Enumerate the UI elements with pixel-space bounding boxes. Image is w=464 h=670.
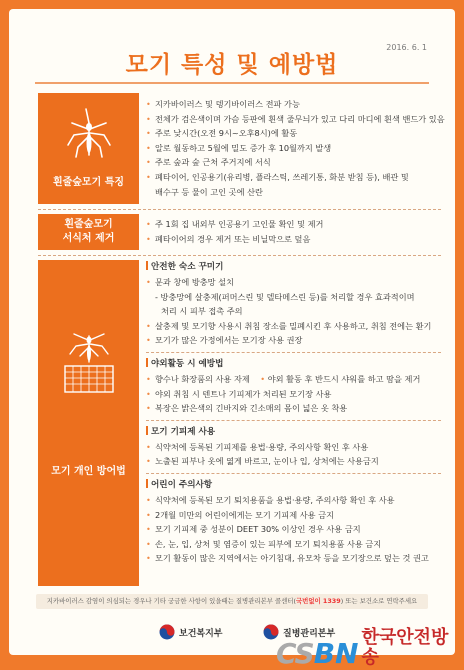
kcdc-name: 질병관리본부 <box>283 626 335 639</box>
list-item: • 복장은 밝은색의 긴바지와 긴소매의 몸이 넓은 옷 착용 <box>146 401 441 416</box>
subsection-heading <box>146 425 441 440</box>
mohw-logo <box>159 624 222 640</box>
list-item: • 야외 취침 시 텐트나 기피제가 처리된 모기장 사용 <box>146 387 441 402</box>
list-item: • 살충제 및 모기향 사용시 취침 장소를 밀폐시킨 후 사용하고, 취침 전에는 환기 <box>146 319 441 334</box>
list-item: • 문과 창에 방충망 설치 <box>146 275 441 290</box>
list-item: • 노출된 피부나 옷에 엷게 바르고, 눈이나 입, 상처에는 사용금지 <box>146 454 441 469</box>
list-item: • 알로 월동하고 5월에 밀도 증가 후 10월까지 발생 <box>146 141 441 156</box>
inline-bullet: • <box>260 374 265 384</box>
section-label-text: 흰줄숲모기 특징 <box>38 176 139 190</box>
list-item: • 폐타이어의 경우 제거 또는 비닐막으로 덮음 <box>146 232 441 247</box>
date: 2016. 6. 1 <box>386 43 427 52</box>
list-item: • 식약처에 등록된 모기 퇴치용품을 용법·용량, 주의사항 확인 후 사용 <box>146 493 441 508</box>
list-item: • 2개월 미만의 어린이에게는 모기 기피제 사용 금지 <box>146 508 441 523</box>
watermark-cs: CS <box>276 640 314 668</box>
habitat-list <box>146 217 441 246</box>
list-item: • 모기 기피제 중 성분이 DEET 30% 이상인 경우 사용 금지 <box>146 522 441 537</box>
list-item-text: 향수나 화장품의 사용 자제 <box>155 374 250 384</box>
mosquito-icon <box>66 105 112 161</box>
list-item: • 모기 활동이 많은 지역에서는 아기침대, 유모차 등을 모기장으로 덮는 것 권고 <box>146 551 441 566</box>
note-text: 지카바이러스 감염이 의심되는 경우나 기타 궁금한 사항이 있을때는 질병관리본부 콜센터( <box>47 597 296 605</box>
subsection-heading <box>146 357 441 372</box>
subsection-heading-text: 모기 기피제 사용 <box>151 427 215 437</box>
section-label-line2: 서식처 제거 <box>38 232 139 246</box>
list-item-continuation: 처리 시 피부 접촉 주의 <box>146 304 441 319</box>
list-item: • 전체가 검은색이며 가슴 등판에 흰색 줄무늬가 있고 다리 마디에 흰색 밴드가 있음 <box>146 112 441 127</box>
contact-note <box>36 594 428 609</box>
taegeuk-icon <box>159 624 175 640</box>
mohw-name: 보건복지부 <box>179 626 222 639</box>
subsection-heading-text: 어린이 주의사항 <box>151 480 212 490</box>
hotline-number: 국번없이 1339 <box>296 597 341 605</box>
watermark-korean: 한국안전방송 <box>362 628 464 668</box>
subsection-heading <box>146 260 441 275</box>
divider <box>38 255 441 256</box>
list-item: • 식약처에 등록된 기피제를 용법·용량, 주의사항 확인 후 사용 <box>146 440 441 455</box>
watermark-bn: BN <box>314 640 359 668</box>
divider <box>146 352 441 353</box>
list-item <box>146 372 441 387</box>
subsection-heading <box>146 478 441 493</box>
heading-bar <box>146 358 148 367</box>
section-label-habitat <box>38 214 139 250</box>
heading-bar <box>146 261 148 270</box>
list-item: • 지카바이러스 및 뎅기바이러스 전파 가능 <box>146 97 441 112</box>
list-item-sub: - 방충망에 살충제(퍼머스린 및 델타메스린 등)를 처리할 경우 효과적이며 <box>146 290 441 305</box>
section-label-text: 모기 개인 방어법 <box>38 465 139 479</box>
heading-bar <box>146 479 148 488</box>
divider <box>146 420 441 421</box>
subsection-heading-text: 안전한 숙소 꾸미기 <box>151 262 223 272</box>
title-underline <box>35 82 429 84</box>
list-item: • 주로 낮시간(오전 9시~오후8시)에 활동 <box>146 126 441 141</box>
divider <box>38 209 441 210</box>
features-list <box>146 97 441 199</box>
section-label-defense <box>38 260 139 586</box>
list-item: • 손, 눈, 입, 상처 및 염증이 있는 피부에 모기 퇴치용품 사용 금지 <box>146 537 441 552</box>
poster-card <box>9 9 455 655</box>
section-label-line1: 흰줄숲모기 <box>38 218 139 232</box>
section-label-features <box>38 93 139 204</box>
subsection-heading-text: 야외활동 시 예방법 <box>151 359 223 369</box>
list-item: • 주 1회 집 내외부 인공용기 고인물 확인 및 제거 <box>146 217 441 232</box>
divider <box>146 473 441 474</box>
broadcaster-watermark <box>276 628 464 668</box>
list-item-continuation: 배수구 등 물이 고인 곳에 산란 <box>146 185 441 200</box>
note-text: ) 또는 보건소로 연락주세요 <box>341 597 418 605</box>
list-item-text: 야외 활동 후 반드시 샤워를 하고 땀을 제거 <box>268 374 421 384</box>
page-title: 모기 특성 및 예방법 <box>9 46 455 79</box>
mosquito-net-icon <box>60 330 118 400</box>
list-item: • 모기가 많은 가정에서는 모기장 사용 권장 <box>146 333 441 348</box>
heading-bar <box>146 426 148 435</box>
defense-list <box>146 260 441 566</box>
list-item: • 폐타이어, 인공용기(유리병, 플라스틱, 쓰레기통, 화분 받침 등), 배관 및 <box>146 170 441 185</box>
list-item: • 주로 숲과 숲 근처 주거지에 서식 <box>146 155 441 170</box>
